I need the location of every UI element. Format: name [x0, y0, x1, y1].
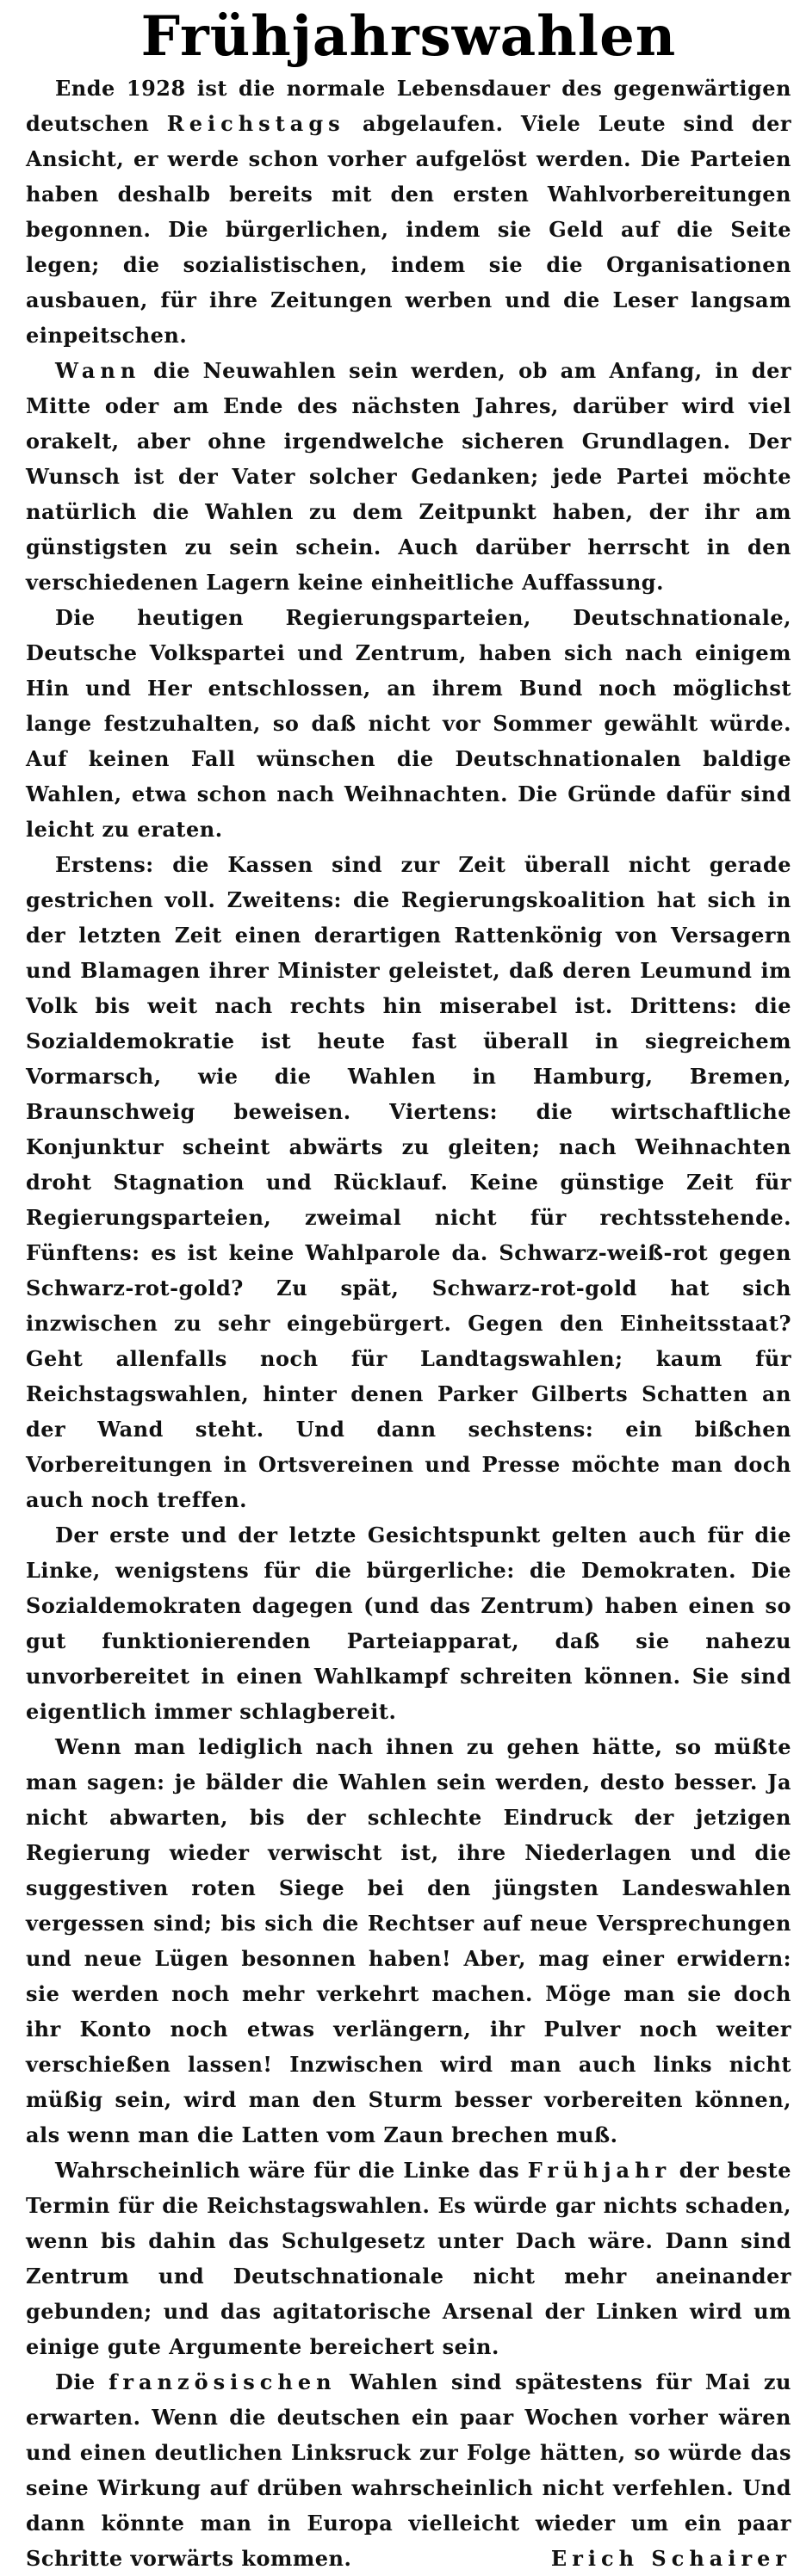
paragraph-8-text-rest: Wahlen sind spätestens für Mai zu erwarten. Wenn die deutschen ein paar Wochen vorher wären und einen deutlichen Linksruck zur Folge hätten, so würde das seine Wirkung auf drüben wahrscheinlich nicht verfehlen. Und dann könnte man in Europa vielleicht wieder um ein paar Schritte vorwärts kommen.: [26, 2369, 792, 2571]
paragraph-8-emphasis: französischen: [109, 2369, 337, 2394]
paragraph-1-emphasis: Reichstags: [166, 111, 345, 136]
paragraph-8-text: Die: [55, 2369, 109, 2394]
paragraph-7-text: Wahrscheinlich wäre für die Linke das: [55, 2158, 528, 2183]
paragraph-6: Wenn man lediglich nach ihnen zu gehen hätte, so müßte man sagen: je bälder die Wahlen sein werden, desto besser. Ja nicht abwarten, bis der schlechte Eindruck der jetzigen Regierung wieder verwischt ist, ihre Niederlagen und die suggestiven roten Siege bei den jüngsten Landeswahlen vergessen sind; bis sich die Rechtser auf neue Versprechungen und neue Lügen besonnen haben! Aber, mag einer erwidern: sie werden noch mehr verkehrt machen. Möge man sie doch ihr Konto noch etwas verlängern, ihr Pulver noch weiter verschießen lassen! Inzwischen wird man auch links nicht müßig sein, wird man den Sturm besser vorbereiten können, als wenn man die Latten vom Zaun brechen muß.: [26, 1734, 791, 2147]
paragraph-1: [26, 71, 791, 353]
paragraph-7-text-rest: der beste Termin für die Reichstagswahlen. Es würde gar nichts schaden, wenn bis dahin das Schulgesetz unter Dach wäre. Dann sind Zentrum und Deutschnationale nicht mehr aneinander gebunden; und das agitatorische Arsenal der Linken wird um einige gute Argumente bereichert sein.: [26, 2158, 791, 2359]
paragraph-1-text-rest: abgelaufen. Viele Leute sind der Ansicht, er werde schon vorher aufgelöst werden. Die Parteien haben deshalb bereits mit den ersten Wahlvorbereitungen begonnen. Die bürgerlichen, indem sie Geld auf die Seite legen; die sozialistischen, indem sie die Organisationen ausbauen, für ihre Zeitungen werben und die Leser langsam einpeitschen.: [26, 111, 791, 348]
paragraph-1-text: Ende 1928 ist die normale Lebensdauer des gegenwärtigen deutschen: [26, 76, 791, 136]
article: [26, 0, 792, 2571]
paragraph-7-emphasis: Frühjahr: [527, 2158, 672, 2183]
paragraph-4: Erstens: die Kassen sind zur Zeit überall nicht gerade gestrichen voll. Zweitens: die Regierungskoalition hat sich in der letzten Zeit einen derartigen Rattenkönig von Versagern und Blamagen ihrer Minister geleistet, daß deren Leumund im Volk bis weit nach rechts hin miserabel ist. Drittens: die Sozialdemokratie ist heute fast überall in siegreichem Vormarsch, wie die Wahlen in Hamburg, Bremen, Braunschweig beweisen. Viertens: die wirtschaftliche Konjunktur scheint abwärts zu gleiten; nach Weihnachten droht Stagnation und Rücklauf. Keine günstige Zeit für Regierungsparteien, zweimal nicht für rechtsstehende. Fünftens: es ist keine Wahlparole da. Schwarz-weiß-rot gegen Schwarz-rot-gold? Zu spät, Schwarz-rot-gold hat sich inzwischen zu sehr eingebürgert. Gegen den Einheitsstaat? Geht allenfalls noch für Landtagswahlen; kaum für Reichstagswahlen, hinter denen Parker Gilberts Schatten an der Wand steht. Und dann sechstens: ein bißchen Vorbereitungen in Ortsvereinen und Presse möchte man doch auch noch treffen.: [26, 852, 791, 1512]
paragraph-2-emphasis: Wann: [55, 358, 141, 383]
paragraph-5: Der erste und der letzte Gesichtspunkt gelten auch für die Linke, wenigstens für die bürgerliche: die Demokraten. Die Sozialdemokraten dagegen (und das Zentrum) haben einen so gut funktionierenden Parteiapparat, daß sie nahezu unvorbereitet in einen Wahlkampf schreiten können. Sie sind eigentlich immer schlagbereit.: [26, 1523, 791, 1724]
article-title: Frühjahrswahlen: [140, 4, 677, 69]
paragraph-2-text: die Neuwahlen sein werden, ob am Anfang, in der Mitte oder am Ende des nächsten Jahres, darüber wird viel orakelt, aber ohne irgendwelche sicheren Grundlagen. Der Wunsch ist der Vater solcher Gedanken; jede Partei möchte natürlich die Wahlen zu dem Zeitpunkt haben, der ihr am günstigsten zu sein schein. Auch darüber herrscht in den verschiedenen Lagern keine einheitliche Auffassung.: [26, 358, 791, 595]
paragraph-8: [26, 2364, 791, 2576]
paragraph-7: [26, 2153, 791, 2364]
paragraph-3: Die heutigen Regierungsparteien, Deutschnationale, Deutsche Volkspartei und Zentrum, haben sich nach einigem Hin und Her entschlossen, an ihrem Bund noch möglichst lange festzuhalten, so daß nicht vor Sommer gewählt würde. Auf keinen Fall wünschen die Deutschnationalen baldige Wahlen, etwa schon nach Weihnachten. Die Gründe dafür sind leicht zu eraten.: [26, 605, 791, 842]
paragraph-2: [26, 353, 791, 600]
author-signature: Erich Schairer: [550, 2546, 791, 2571]
